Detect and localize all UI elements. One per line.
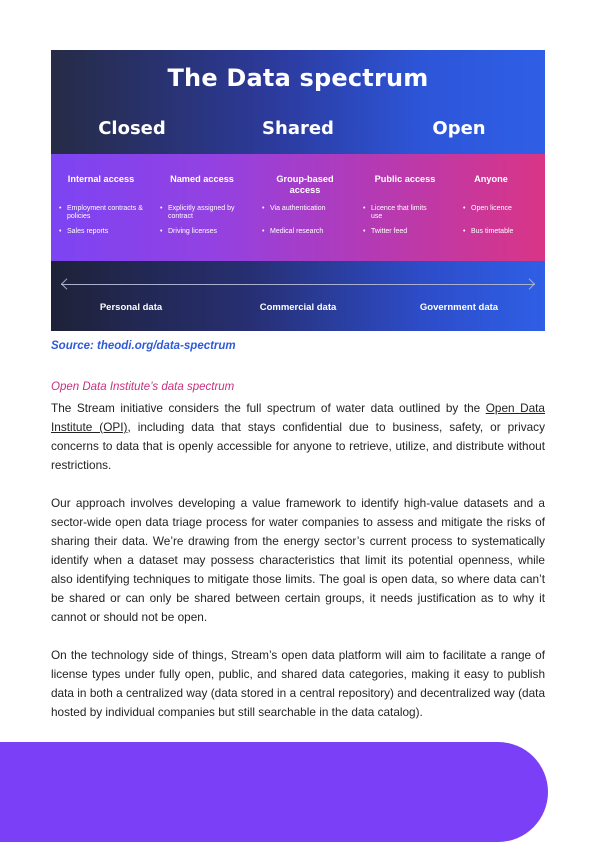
column-item: • Sales reports	[59, 228, 143, 236]
figure-source-caption: Source: theodi.org/data-spectrum	[51, 340, 236, 352]
column-item: • Twitter feed	[363, 228, 447, 236]
section-subheading: Open Data Institute’s data spectrum	[51, 381, 235, 393]
data-type-government: Government data	[419, 302, 499, 313]
column-item: • Via authentication	[262, 205, 350, 213]
category-open: Open	[432, 118, 486, 139]
footer-decoration	[0, 742, 548, 842]
paragraph-3: On the technology side of things, Stream’s open data platform will aim to facilitate a range of license types under fully open, public, and shared data categories, making it easy to publish data in both a centralized way (data stored in a central repository) and decentralized way (data hosted by individual companies but still searchable in the data catalog).	[51, 648, 545, 719]
column-item: • Driving licenses	[160, 228, 244, 236]
data-type-commercial: Commercial data	[259, 302, 337, 313]
column-item: • Medical research	[262, 228, 350, 236]
column-heading: Public access	[374, 174, 436, 184]
column-heading: Internal access	[67, 174, 135, 184]
double-arrow-icon	[61, 284, 535, 285]
data-type-personal: Personal data	[99, 302, 163, 313]
column-item: • Licence that limits use	[363, 205, 439, 221]
column-public-access	[357, 174, 453, 235]
data-spectrum-figure	[51, 50, 545, 331]
column-anyone	[443, 174, 539, 235]
column-group-based-access	[256, 174, 354, 235]
column-heading: Named access	[170, 174, 234, 184]
figure-title: The Data spectrum	[167, 64, 429, 92]
category-shared: Shared	[262, 118, 334, 139]
spectrum-header-band	[51, 50, 545, 154]
column-heading: Group-based access	[276, 174, 334, 195]
column-item: • Explicitly assigned by contract	[160, 205, 244, 221]
column-named-access	[154, 174, 250, 235]
paragraph-text: The Stream initiative considers the full spectrum of water data outlined by the	[51, 401, 486, 415]
column-item: • Open licence	[463, 205, 545, 213]
odi-link[interactable]: Open Data Institute (OPI)	[51, 401, 545, 434]
column-item: • Bus timetable	[463, 228, 545, 236]
paragraph-2: Our approach involves developing a value framework to identify high-value datasets and a sector-wide open data triage process for water companies to assess and mitigate the risks of sharing their data. We’re drawing from the energy sector’s current process to systematically identify when a dataset may possess characteristics that limit its potential openness, while also identifying techniques to mitigate those limits. The goal is open data, so where data can’t be shared or can only be shared between certain groups, it needs justification as to why it cannot or should not be open.	[51, 496, 545, 624]
column-item: • Employment contracts & policies	[59, 205, 143, 221]
access-levels-band	[51, 154, 545, 261]
column-heading: Anyone	[474, 174, 508, 184]
category-closed: Closed	[98, 118, 166, 139]
data-types-band	[51, 261, 545, 331]
column-internal-access	[53, 174, 149, 235]
paragraph-text: , including data that stays confidential due to business, safety, or privacy concerns to data that is openly accessible for anyone to retrieve, utilize, and distribute without restrictions.	[51, 420, 545, 472]
paragraph-1	[51, 399, 545, 475]
